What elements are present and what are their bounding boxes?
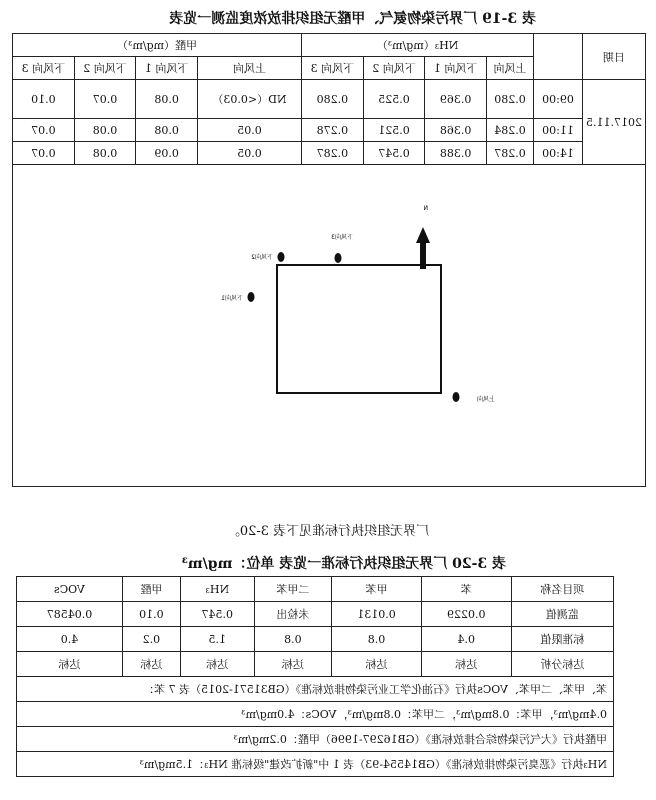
table-cell: 0.280 [486,80,533,119]
table-cell: 0.284 [486,119,533,142]
table-cell: 未检出 [254,602,331,627]
table-cell: 达标 [180,652,254,677]
table-cell: 0.287 [302,142,364,165]
point-label: 下风向1 [221,295,243,302]
column-header: VOCs [17,577,123,602]
table-cell: 达标分析 [511,652,613,677]
table-cell: 4.0 [17,627,123,652]
table-cell: 达标 [332,652,422,677]
table-cell: 0.07 [13,142,75,165]
table2-title: 表 3-20 厂界无组织执行标准一览表 单位：mg/m³ [181,556,506,572]
time-cell: 09:00 [534,80,583,119]
table-cell: 0.525 [363,80,425,119]
table-cell: 达标 [254,652,331,677]
table-cell: 0.388 [425,142,487,165]
table-cell: ND（<0.03） [197,80,301,119]
table-cell: 0.547 [180,602,254,627]
table-cell: 0.547 [363,142,425,165]
column-header: NH₃ [180,577,254,602]
point-upwind [453,392,496,403]
table-cell: 监测值 [511,602,613,627]
column-header: 甲醛 [122,577,180,602]
table-cell: 0.09 [136,142,198,165]
table-note: 0.4mg/m³，甲苯：0.8mg/m³，二甲苯：0.8mg/m³，VOCs：4.0mg/m³ [17,702,614,727]
column-header: 上风向 [486,57,533,80]
time-cell: 14:00 [534,142,583,165]
point-label: 上风向 [476,396,495,403]
point-downwind-2 [251,252,285,262]
date-header: 日期 [583,34,646,80]
table-cell: 0.287 [486,142,533,165]
column-header: 项目名称 [511,577,613,602]
table-cell: 0.4 [421,627,511,652]
standard-paragraph: 厂界无组织执行标准见下表 3-20。 [226,524,430,539]
column-header: 下风向 1 [136,57,198,80]
date-cell: 2017.11.5 [583,80,646,165]
table-cell: 1.5 [180,627,254,652]
column-header: 下风向 1 [425,57,487,80]
site-diagram [11,165,645,487]
table-cell: 0.278 [302,119,364,142]
point-downwind-1 [221,292,255,302]
table-cell: 达标 [122,652,180,677]
column-header: 下风向 3 [302,57,364,80]
table-cell: 0.8 [254,627,331,652]
north-label: N [423,205,428,212]
table-cell: 0.0229 [421,602,511,627]
column-header: 下风向 2 [74,57,136,80]
column-header: 下风向 3 [13,57,75,80]
table-cell: 0.0131 [332,602,422,627]
emission-monitoring-table [12,33,646,165]
table-note: 苯、甲苯、二甲苯、VOCs执行《石油化学工业污染物排放标准》（GB31571-2015）表 7 苯： [17,677,614,702]
point-label: 下风向2 [251,254,273,261]
hcho-group-header: 甲醛（mg/m³） [13,34,302,57]
table-cell: 0.05 [197,119,301,142]
time-header [534,34,583,80]
table-note: NH₃执行《恶臭污染物排放标准》（GB14554-93）表 1 中"新扩改建"级标准 NH₃：1.5mg/m³ [17,752,614,777]
point-downwind-3 [331,233,353,263]
plant-boundary [277,265,441,393]
column-header: 甲苯 [332,577,422,602]
time-cell: 11:00 [534,119,583,142]
table-cell: 0.280 [302,80,364,119]
north-arrow-icon [416,205,430,269]
table-cell: 0.2 [122,627,180,652]
table-cell: 0.07 [74,80,136,119]
column-header: 苯 [421,577,511,602]
site-diagram-frame [12,165,646,487]
table-cell: 0.05 [197,142,301,165]
table-cell: 0.521 [363,119,425,142]
table-cell: 0.07 [13,119,75,142]
table-cell: 0.08 [74,142,136,165]
table-cell: 0.04587 [17,602,123,627]
table-cell: 0.8 [332,627,422,652]
table-cell: 0.369 [425,80,487,119]
table-cell: 0.368 [425,119,487,142]
table-cell: 0.08 [136,80,198,119]
table-note: 甲醛执行《大气污染物综合排放标准》（GB16297-1996）甲醛：0.2mg/m³ [17,727,614,752]
table1-title: 表 3-19 厂界污染物氨气、甲醛无组织排放浓度监测一览表 [169,11,536,27]
table-cell: 0.08 [74,119,136,142]
column-header: 二甲苯 [254,577,331,602]
table-cell: 0.10 [13,80,75,119]
table-cell: 达标 [421,652,511,677]
column-header: 下风向 2 [363,57,425,80]
column-header: 上风向 [197,57,301,80]
standard-limits-table [16,576,614,777]
table-cell: 0.08 [136,119,198,142]
nh3-group-header: NH₃（mg/m³） [302,34,534,57]
table-cell: 标准限值 [511,627,613,652]
table-cell: 0.10 [122,602,180,627]
table-cell: 达标 [17,652,123,677]
point-label: 下风向3 [331,234,353,241]
